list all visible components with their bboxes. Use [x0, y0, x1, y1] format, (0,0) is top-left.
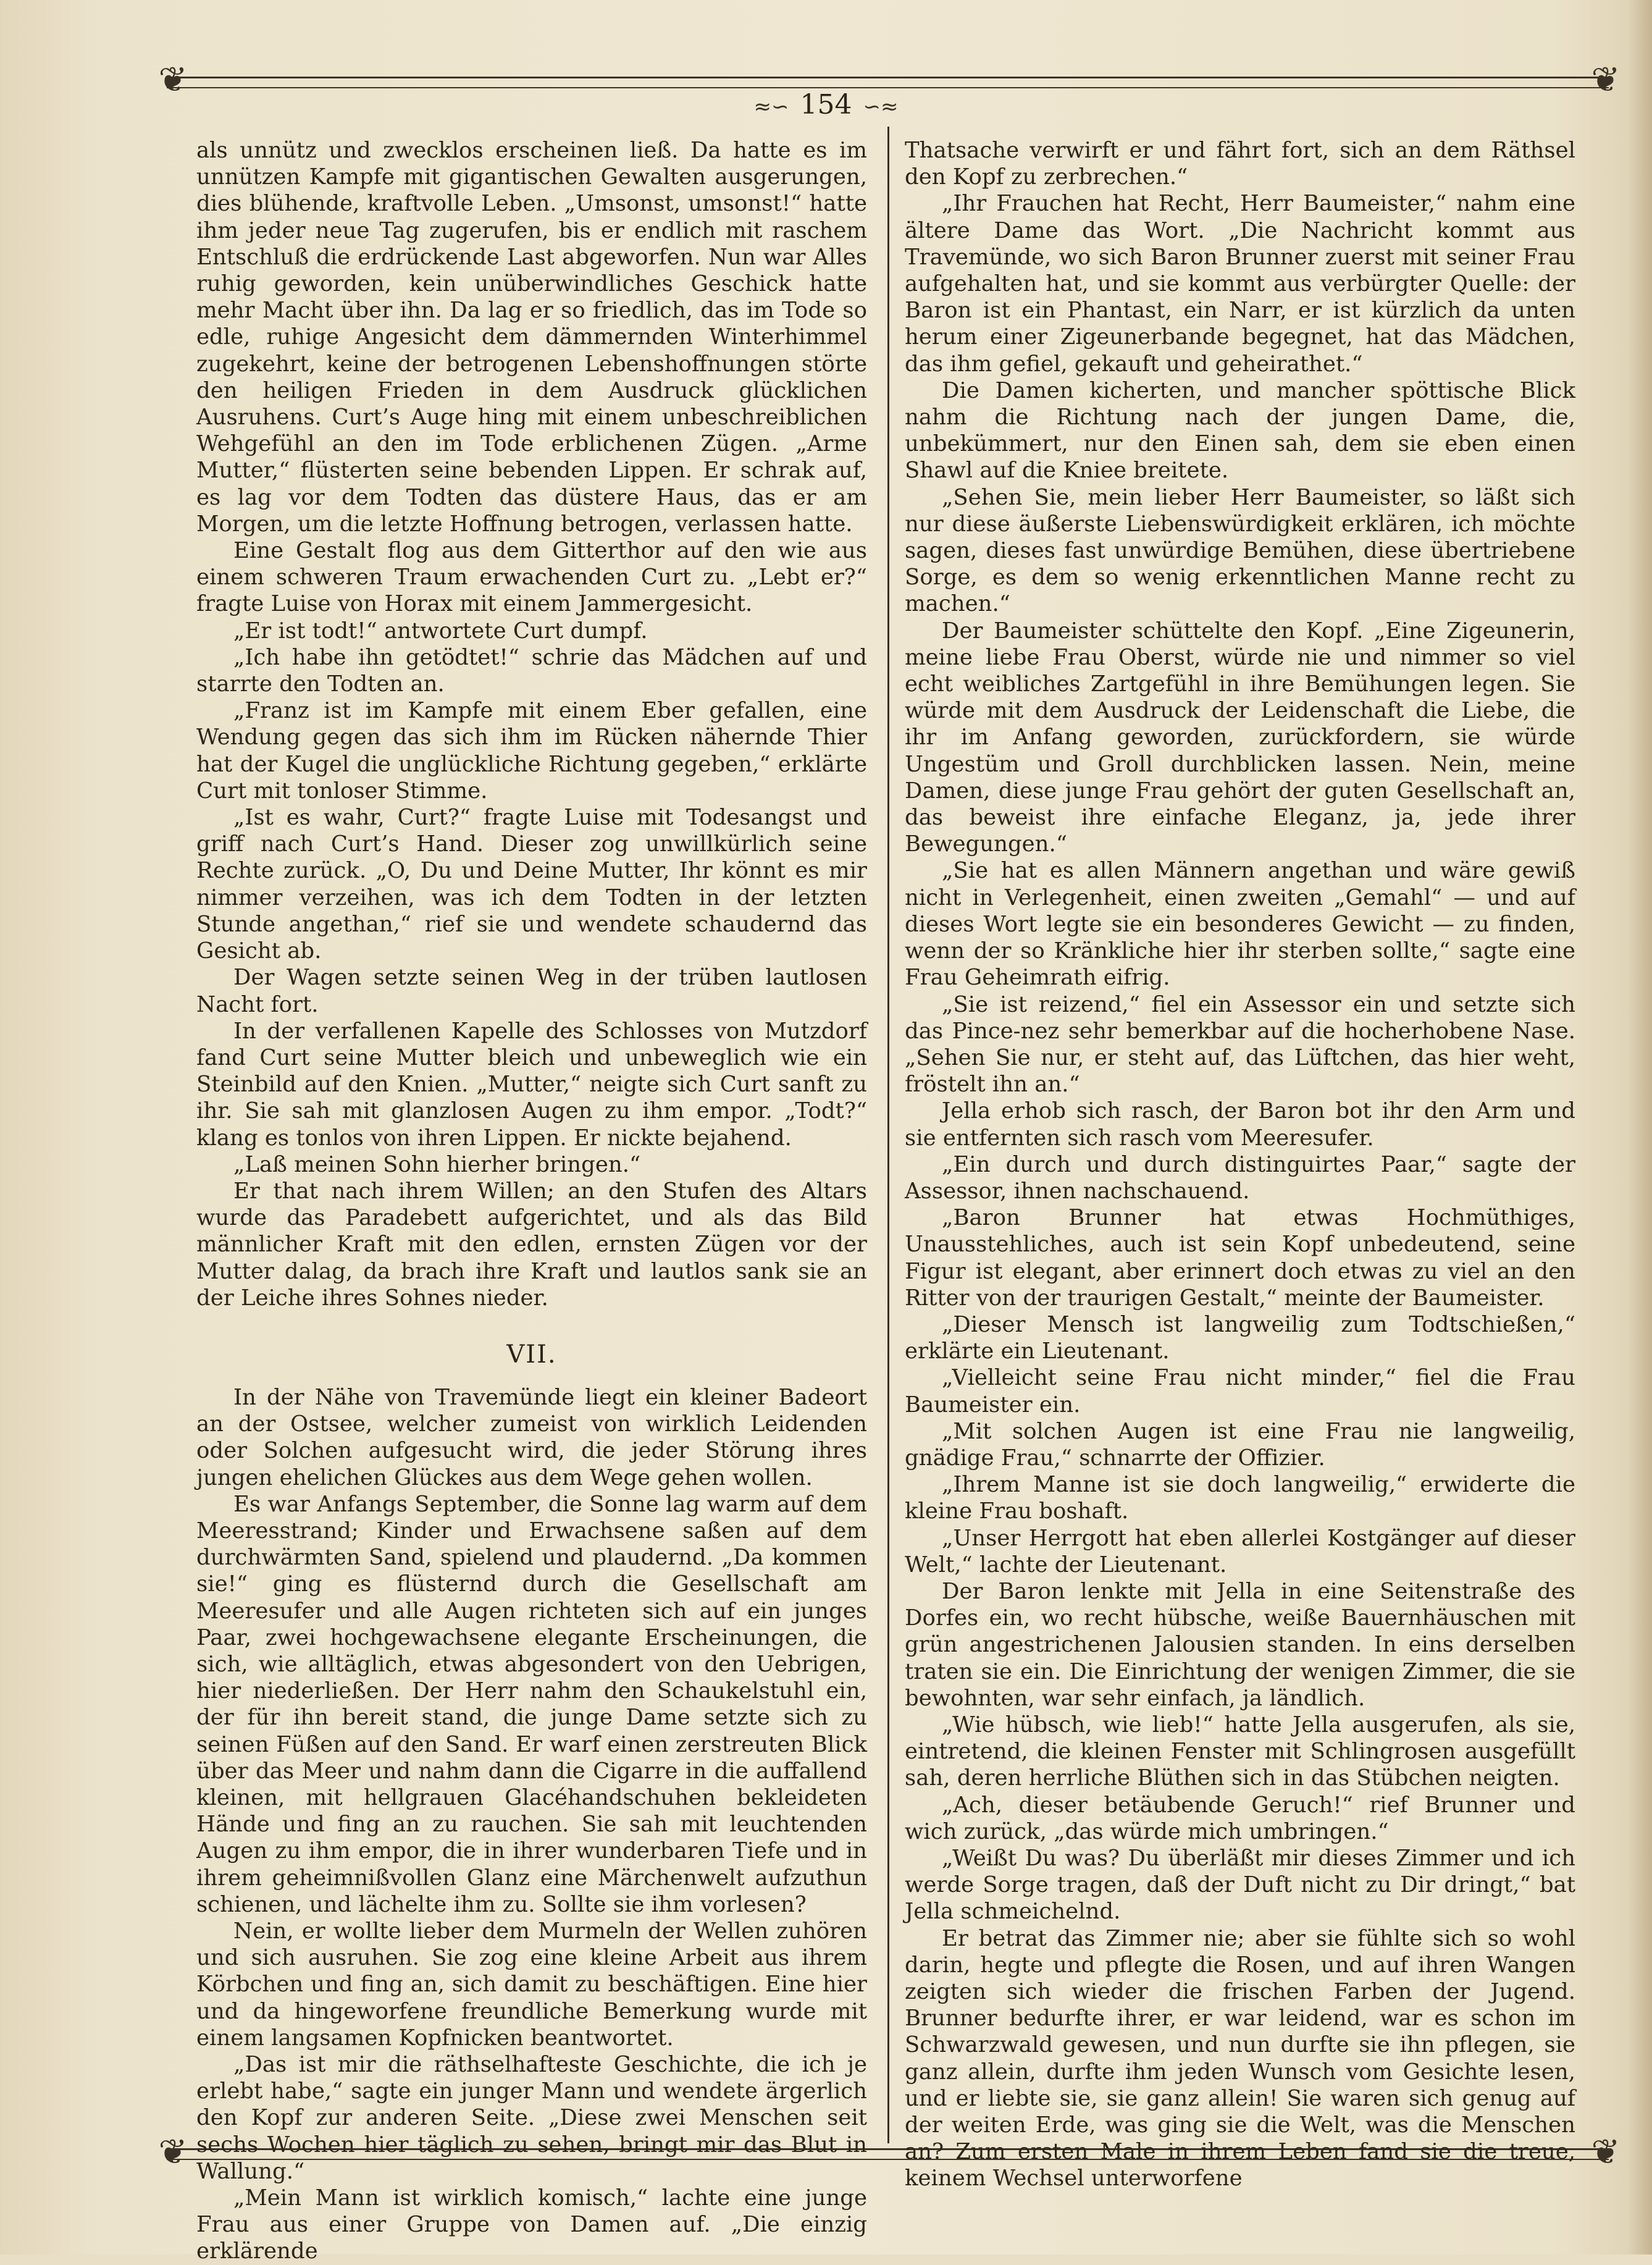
paragraph: Der Wagen setzte seinen Weg in der trüben lautlosen Nacht fort.: [196, 965, 867, 1017]
paragraph: „Ihrem Manne ist sie doch langweilig,“ erwiderte die kleine Frau boshaft.: [905, 1472, 1575, 1524]
paragraph: „Wie hübsch, wie lieb!“ hatte Jella ausgerufen, als sie, eintretend, die kleinen Fenster mit Schlingrosen ausgefüllt sah, deren herrliche Blüthen sich in das Stübchen neigten.: [905, 1712, 1575, 1791]
paragraph: „Franz ist im Kampfe mit einem Eber gefallen, eine Wendung gegen das sich ihm im Rücken nähernde Thier hat der Kugel die unglückliche Richtung gegeben,“ erklärte Curt mit tonloser Stimme.: [196, 698, 867, 804]
column-divider: [887, 127, 889, 2143]
paragraph: „Mein Mann ist wirklich komisch,“ lachte eine junge Frau aus einer Gruppe von Damen auf. „Die einzig erklärende: [196, 2185, 867, 2264]
paragraph: Der Baron lenkte mit Jella in eine Seitenstraße des Dorfes ein, wo recht hübsche, weiße Bauernhäuschen mit grün angestrichenen Jalousien standen. In eins derselben traten sie ein. Die Einrichtung der wenigen Zimmer, die sie bewohnten, war sehr einfach, ja ländlich.: [905, 1578, 1575, 1711]
flourish-left-icon: ≈∽: [753, 95, 789, 119]
paragraph: „Sie ist reizend,“ fiel ein Assessor ein und setzte sich das Pince-nez sehr bemerkbar auf die hocherhobene Nase. „Sehen Sie nur, er steht auf, das Lüftchen, das hier weht, fröstelt ihn an.“: [905, 991, 1575, 1098]
paragraph: Er betrat das Zimmer nie; aber sie fühlte sich so wohl darin, hegte und pflegte die Rosen, und auf ihren Wangen zeigten sich wieder die frischen Farben der Jugend. Brunner bedurfte ihrer, er war leidend, war es schon im Schwarzwald gewesen, und nun durfte sie ihn pflegen, sie ganz allein, durfte ihm jeden Wunsch vom Gesichte lesen, und er liebte sie, sie ganz allein! Sie waren sich genug auf der weiten Erde, was ging sie die Welt, was die Menschen an? Zum ersten Male in ihrem Leben fand sie die treue, keinem Wechsel unterworfene: [905, 1925, 1575, 2191]
corner-ornament-icon: ❦: [1591, 60, 1621, 100]
chapter-heading: VII.: [506, 1340, 557, 1369]
paragraph: „Laß meinen Sohn hierher bringen.“: [233, 1151, 641, 1177]
page-number: 154: [800, 89, 852, 120]
paragraph: „Ich habe ihn getödtet!“ schrie das Mädchen auf und starrte den Todten an.: [196, 644, 867, 697]
paragraph: „Ihr Frauchen hat Recht, Herr Baumeister,“ nahm eine ältere Dame das Wort. „Die Nachricht kommt aus Travemünde, wo sich Baron Brunner zuerst mit seiner Frau aufgehalten hat, und sie kommt aus verbürgter Quelle: der Baron ist ein Phantast, ein Narr, er ist kürzlich da unten herum einer Zigeunerbande begegnet, hat das Mädchen, das ihm gefiel, gekauft und geheirathet.“: [905, 191, 1575, 377]
left-column: [196, 137, 867, 2264]
flourish-right-icon: ∽≈: [863, 95, 899, 119]
corner-ornament-icon: ❦: [1591, 2132, 1621, 2172]
corner-ornament-icon: ❦: [158, 60, 188, 100]
paragraph: „Mit solchen Augen ist eine Frau nie langweilig, gnädige Frau,“ schnarrte der Offizier.: [905, 1418, 1575, 1471]
paragraph: Jella erhob sich rasch, der Baron bot ihr den Arm und sie entfernten sich rasch vom Meeresufer.: [905, 1098, 1575, 1151]
paragraph: „Unser Herrgott hat eben allerlei Kostgänger auf dieser Welt,“ lachte der Lieutenant.: [905, 1525, 1575, 1578]
paragraph: Thatsache verwirft er und fährt fort, sich an dem Räthsel den Kopf zu zerbrechen.“: [905, 138, 1575, 190]
paragraph: In der Nähe von Travemünde liegt ein kleiner Badeort an der Ostsee, welcher zumeist von wirklich Leidenden oder Solchen aufgesucht wird, die jeder Störung ihres jungen ehelichen Glückes aus dem Wege gehen wollen.: [196, 1384, 867, 1490]
paragraph: „Ein durch und durch distinguirtes Paar,“ sagte der Assessor, ihnen nachschauend.: [905, 1151, 1575, 1204]
paragraph: „Ist es wahr, Curt?“ fragte Luise mit Todesangst und griff nach Curt’s Hand. Dieser zog unwillkürlich seine Rechte zurück. „O, Du und Deine Mutter, Ihr könnt es mir nimmer verzeihen, was ich dem Todten in der letzten Stunde angethan,“ rief sie und wendete schaudernd das Gesicht ab.: [196, 805, 867, 964]
paragraph: „Baron Brunner hat etwas Hochmüthiges, Unausstehliches, auch ist sein Kopf unbedeutend, seine Figur ist elegant, aber erinnert doch etwas zu viel an den Ritter von der traurigen Gestalt,“ meinte der Baumeister.: [905, 1205, 1575, 1311]
paragraph: Der Baumeister schüttelte den Kopf. „Eine Zigeunerin, meine liebe Frau Oberst, würde nie und nimmer so viel echt weibliches Zartgefühl in ihre Bemühungen legen. Sie würde mit dem Ausdruck der Leidenschaft die Liebe, die ihr im Anfang geworden, zurückfordern, sie würde Ungestüm und Groll durchblicken lassen. Nein, meine Damen, diese junge Frau gehört der guten Gesellschaft an, das beweist ihre einfache Eleganz, ja, jede ihrer Bewegungen.“: [905, 618, 1575, 857]
paragraph: Eine Gestalt flog aus dem Gitterthor auf den wie aus einem schweren Traum erwachenden Curt zu. „Lebt er?“ fragte Luise von Horax mit einem Jammergesicht.: [196, 538, 867, 617]
paragraph: „Das ist mir die räthselhafteste Geschichte, die ich je erlebt habe,“ sagte ein junger Mann und wendete ärgerlich den Kopf zur anderen Seite. „Diese zwei Menschen seit sechs Wochen hier täglich zu sehen, bringt mir das Blut in Wallung.“: [196, 2052, 867, 2184]
page-edge-shadow: [1627, 0, 1652, 2254]
paragraph: „Weißt Du was? Du überläßt mir dieses Zimmer und ich werde Sorge tragen, daß der Duft nicht zu Dir dringt,“ bat Jella schmeichelnd.: [905, 1846, 1575, 1925]
paragraph: Er that nach ihrem Willen; an den Stufen des Altars wurde das Paradebett aufgerichtet, und als das Bild männlicher Kraft mit den edlen, ernsten Zügen vor der Mutter dalag, da brach ihre Kraft und lautlos sank sie an der Leiche ihres Sohnes nieder.: [196, 1178, 867, 1311]
paragraph: „Sehen Sie, mein lieber Herr Baumeister, so läßt sich nur diese äußerste Liebenswürdigkeit erklären, ich möchte sagen, dieses fast unwürdige Bemühen, diese übertriebene Sorge, es dem so wenig erkenntlichen Manne recht zu machen.“: [905, 484, 1575, 617]
paragraph: „Sie hat es allen Männern angethan und wäre gewiß nicht in Verlegenheit, einen zweiten „Gemahl“ — und auf dieses Wort legte sie ein besonderes Gewicht — zu finden, wenn der so Kränkliche hier ihr sterben sollte,“ sagte eine Frau Geheimrath eifrig.: [905, 858, 1575, 991]
paragraph: „Er ist todt!“ antwortete Curt dumpf.: [233, 618, 648, 644]
paragraph: Die Damen kicherten, und mancher spöttische Blick nahm die Richtung nach der jungen Dame, die, unbekümmert, nur den Einen sah, dem sie eben einen Shawl auf die Kniee breitete.: [905, 377, 1575, 484]
paragraph: „Vielleicht seine Frau nicht minder,“ fiel die Frau Baumeister ein.: [905, 1365, 1575, 1418]
paragraph: „Ach, dieser betäubende Geruch!“ rief Brunner und wich zurück, „das würde mich umbringen.“: [905, 1792, 1575, 1844]
right-column: [905, 137, 1575, 2191]
paragraph: als unnütz und zwecklos erscheinen ließ. Da hatte es im unnützen Kampfe mit gigantischen Gewalten ausgerungen, dies blühende, kraftvolle Leben. „Umsonst, umsonst!“ hatte ihm jeder neue Tag zugerufen, bis er endlich mit raschem Entschluß die erdrückende Last abgeworfen. Nun war Alles ruhig geworden, kein unüberwindliches Geschick hatte mehr Macht über ihn. Da lag er so friedlich, das im Tode so edle, ruhige Angesicht dem dämmernden Winterhimmel zugekehrt, keine der betrogenen Lebenshoffnungen störte den heiligen Frieden in dem Ausdruck glücklichen Ausruhens. Curt’s Auge hing mit einem unbeschreiblichen Wehgefühl an den im Tode erblichenen Zügen. „Arme Mutter,“ flüsterten seine bebenden Lippen. Er schrak auf, es lag vor dem Todten das düstere Haus, das er am Morgen, um die letzte Hoffnung betrogen, verlassen hatte.: [196, 138, 867, 537]
paragraph: Nein, er wollte lieber dem Murmeln der Wellen zuhören und sich ausruhen. Sie zog eine kleine Arbeit aus ihrem Körbchen und fing an, sich damit zu beschäftigen. Eine hier und da hingeworfene freundliche Bemerkung wurde mit einem langsamen Kopfnicken beantwortet.: [196, 1918, 867, 2051]
paragraph: „Dieser Mensch ist langweilig zum Todtschießen,“ erklärte ein Lieutenant.: [905, 1311, 1575, 1364]
paragraph: In der verfallenen Kapelle des Schlosses von Mutzdorf fand Curt seine Mutter bleich und unbeweglich wie ein Steinbild auf den Knien. „Mutter,“ neigte sich Curt sanft zu ihr. Sie sah mit glanzlosen Augen zu ihm empor. „Todt?“ klang es tonlos von ihren Lippen. Er nickte bejahend.: [196, 1018, 867, 1151]
corner-ornament-icon: ❦: [158, 2132, 188, 2172]
paragraph: Es war Anfangs September, die Sonne lag warm auf dem Meeresstrand; Kinder und Erwachsene saßen auf dem durchwärmten Sand, spielend und plaudernd. „Da kommen sie!“ ging es flüsternd durch die Gesellschaft am Meeresufer und alle Augen richteten sich auf ein junges Paar, zwei hochgewachsene elegante Erscheinungen, die sich, wie alltäglich, etwas abgesondert von den Uebrigen, hier niederließen. Der Herr nahm den Schaukelstuhl ein, der für ihn bereit stand, die junge Dame setzte sich zu seinen Füßen auf den Sand. Er warf einen zerstreuten Blick über das Meer und nahm dann die Cigarre in die auffallend kleinen, mit hellgrauen Glacéhandschuhen bekleideten Hände und fing an zu rauchen. Sie sah mit leuchtenden Augen zu ihm empor, die in ihrer wunderbaren Tiefe und in ihrem geheimnißvollen Glanz eine Märchenwelt aufzuthun schienen, und lächelte ihm zu. Sollte sie ihm vorlesen?: [196, 1491, 867, 1917]
page-header: [0, 86, 1652, 125]
